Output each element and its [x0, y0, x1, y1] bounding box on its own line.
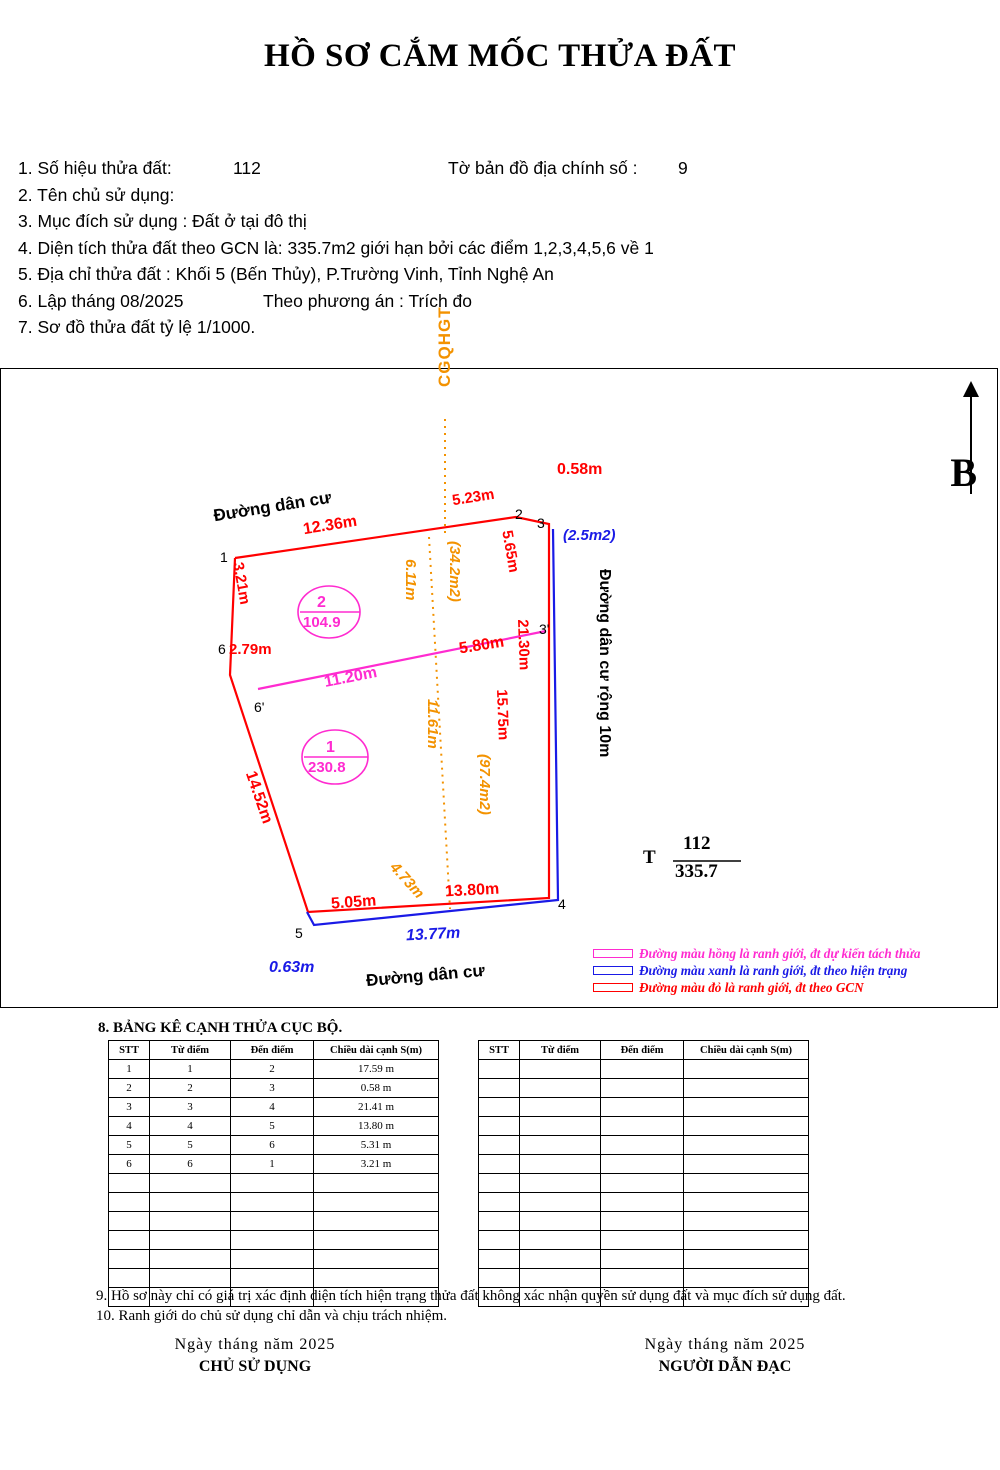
road-label-top: Đường dân cư: [212, 487, 333, 526]
table-cell-empty: [601, 1174, 684, 1193]
table-cell-empty: [684, 1231, 809, 1250]
col-from: Từ điểm: [150, 1041, 231, 1060]
area-gcn-label: 4. Diện tích thửa đất theo GCN là: 335.7m2 giới hạn bởi các điểm 1,2,3,4,5,6 về 1: [18, 237, 654, 258]
table-cell-empty: [479, 1231, 520, 1250]
dim-red-0-58: 0.58m: [557, 461, 603, 478]
table-row-empty: [109, 1250, 439, 1269]
dim-orange-11-61: 11.61m: [424, 699, 441, 749]
dim-blue-13-77: 13.77m: [405, 924, 461, 945]
table-cell-empty: [520, 1269, 601, 1288]
col-from: Từ điểm: [520, 1041, 601, 1060]
signature-surveyor: [560, 1336, 890, 1376]
table-cell-empty: [150, 1250, 231, 1269]
table-cell: 5.31 m: [314, 1136, 439, 1155]
table-cell: 17.59 m: [314, 1060, 439, 1079]
table-row: [109, 1136, 439, 1155]
legend-label-blue: Đường màu xanh là ranh giới, đt theo hiện trạng: [639, 963, 908, 978]
table-cell: 0.58 m: [314, 1079, 439, 1098]
parcel-tag-prefix: T: [643, 847, 656, 868]
table-cell: 3: [109, 1098, 150, 1117]
info-row-7: [18, 314, 978, 341]
table-cell-empty: [109, 1269, 150, 1288]
dim-red-15-75: 15.75m: [493, 689, 512, 741]
dim-red-2-79: 2.79m: [229, 641, 272, 658]
lot-1-area: 230.8: [308, 759, 346, 776]
table-cell: 2: [150, 1079, 231, 1098]
table-cell-empty: [520, 1079, 601, 1098]
address-label: 5. Địa chỉ thửa đất : Khối 5 (Bến Thủy), P.Trường Vinh, Tỉnh Nghệ An: [18, 264, 554, 284]
table-row: [109, 1098, 439, 1117]
table-row: [109, 1060, 439, 1079]
table-cell: 5: [109, 1136, 150, 1155]
info-row-6: [18, 288, 978, 315]
table-row-empty: [479, 1212, 809, 1231]
table-cell-empty: [150, 1193, 231, 1212]
table-cell-empty: [601, 1155, 684, 1174]
table-cell-empty: [601, 1060, 684, 1079]
table-cell: 6: [109, 1155, 150, 1174]
table-cell-empty: [684, 1250, 809, 1269]
table-cell: 2: [109, 1079, 150, 1098]
table-cell: 4: [231, 1098, 314, 1117]
table-row-empty: [479, 1117, 809, 1136]
table-row-empty: [479, 1231, 809, 1250]
table-cell-empty: [520, 1174, 601, 1193]
dim-orange-6-11: 6.11m: [402, 559, 419, 601]
col-length: Chiều dài cạnh S(m): [684, 1041, 809, 1060]
land-purpose-label: 3. Mục đích sử dụng : Đất ở tại đô thị: [18, 211, 307, 231]
table-cell: 4: [150, 1117, 231, 1136]
table-cell-empty: [479, 1079, 520, 1098]
table-cell-empty: [479, 1155, 520, 1174]
table-cell-empty: [314, 1193, 439, 1212]
dim-red-13-80: 13.80m: [444, 880, 500, 901]
table-cell-empty: [150, 1231, 231, 1250]
col-stt: STT: [479, 1041, 520, 1060]
dim-red-5-80: 5.80m: [457, 633, 506, 658]
dim-red-3-21: 3.21m: [229, 561, 254, 606]
table-cell-empty: [109, 1231, 150, 1250]
table-cell-empty: [684, 1079, 809, 1098]
lot-1-id: 1: [326, 739, 335, 756]
parcel-number-value: 112: [233, 158, 261, 178]
table-cell-empty: [231, 1269, 314, 1288]
dim-red-12-36: 12.36m: [301, 512, 359, 539]
table-cell: 6: [231, 1136, 314, 1155]
legend-label-pink: Đường màu hồng là ranh giới, đt dự kiến tách thửa: [639, 946, 921, 961]
table-row: [109, 1079, 439, 1098]
table-cell-empty: [314, 1212, 439, 1231]
table-cell-empty: [479, 1212, 520, 1231]
table-row-empty: [479, 1193, 809, 1212]
table-cell-empty: [479, 1269, 520, 1288]
area-blue-2-5: (2.5m2): [563, 527, 616, 544]
road-label-bottom: Đường dân cư: [365, 960, 486, 991]
table-row-empty: [479, 1174, 809, 1193]
signature-owner-role: CHỦ SỬ DỤNG: [198, 1358, 312, 1375]
table-header-row: [479, 1041, 809, 1060]
table-cell-empty: [684, 1212, 809, 1231]
signature-owner-date: Ngày tháng năm 2025: [174, 1336, 336, 1353]
point-5: 5: [295, 925, 303, 941]
dim-red-14-52: 14.52m: [241, 769, 276, 826]
owner-name-label: 2. Tên chủ sử dụng:: [18, 184, 175, 205]
table-cell: 3.21 m: [314, 1155, 439, 1174]
table-cell-empty: [601, 1193, 684, 1212]
table-row-empty: [109, 1193, 439, 1212]
dim-orange-4-73: 4.73m: [386, 859, 428, 902]
table-cell-empty: [479, 1117, 520, 1136]
table-cell: 5: [150, 1136, 231, 1155]
table-cell-empty: [520, 1136, 601, 1155]
edge-table-left-body: [109, 1060, 439, 1307]
table-cell-empty: [479, 1136, 520, 1155]
dim-red-5-05: 5.05m: [330, 892, 377, 913]
table-cell-empty: [231, 1250, 314, 1269]
table-cell-empty: [601, 1231, 684, 1250]
table-cell-empty: [684, 1117, 809, 1136]
point-6-prime: 6': [254, 699, 265, 715]
table-cell-empty: [314, 1269, 439, 1288]
table-row-empty: [479, 1060, 809, 1079]
point-1: 1: [220, 549, 228, 565]
table-cell-empty: [684, 1155, 809, 1174]
table-cell-empty: [231, 1174, 314, 1193]
table-cell-empty: [231, 1212, 314, 1231]
table-cell-empty: [684, 1269, 809, 1288]
dim-pink-11-20: 11.20m: [322, 664, 379, 691]
note-10: 10. Ranh giới do chủ sử dụng chỉ dẫn và chịu trách nhiệm.: [96, 1308, 447, 1324]
table-cell: 1: [231, 1155, 314, 1174]
info-row-4: [18, 235, 978, 262]
dim-red-5-65: 5.65m: [498, 529, 523, 574]
table-cell-empty: [601, 1136, 684, 1155]
table-cell: 1: [150, 1060, 231, 1079]
table-cell-empty: [684, 1098, 809, 1117]
method-label: Theo phương án : Trích đo: [263, 290, 473, 311]
table-row-empty: [109, 1212, 439, 1231]
table-cell-empty: [314, 1231, 439, 1250]
info-row-2: [18, 182, 978, 209]
col-stt: STT: [109, 1041, 150, 1060]
point-3: 3: [537, 515, 545, 531]
col-to: Đến điểm: [601, 1041, 684, 1060]
page-title: HỒ SƠ CẮM MỐC THỬA ĐẤT: [263, 38, 737, 74]
scale-label: 7. Sơ đồ thửa đất tỷ lệ 1/1000.: [18, 317, 256, 337]
table-cell-empty: [601, 1098, 684, 1117]
info-row-1: [18, 155, 978, 182]
table-cell-empty: [479, 1174, 520, 1193]
table-cell: 4: [109, 1117, 150, 1136]
table-row-empty: [479, 1269, 809, 1288]
signature-owner: [100, 1336, 410, 1376]
table-cell-empty: [520, 1155, 601, 1174]
table-cell-empty: [314, 1250, 439, 1269]
table-header-row: [109, 1041, 439, 1060]
table-cell-empty: [520, 1117, 601, 1136]
table-cell-empty: [520, 1212, 601, 1231]
table-cell: 2: [231, 1060, 314, 1079]
table-cell-empty: [601, 1212, 684, 1231]
road-label-right: Đường dân cư rộng 10m: [596, 569, 613, 758]
table-cell-empty: [520, 1250, 601, 1269]
dim-blue-0-63: 0.63m: [269, 959, 315, 976]
area-orange-34-2: (34.2m2): [446, 541, 463, 602]
legend-swatch-blue-icon: [593, 966, 633, 975]
table-row: [109, 1117, 439, 1136]
notes-block: [96, 1286, 956, 1326]
table-cell-empty: [109, 1174, 150, 1193]
table-cell-empty: [520, 1060, 601, 1079]
edge-table-right-body: [479, 1060, 809, 1307]
table-row-empty: [479, 1098, 809, 1117]
parcel-tag-number: 112: [683, 833, 711, 854]
table-cell-empty: [479, 1098, 520, 1117]
parcel-info-block: [18, 155, 978, 341]
dim-red-21-30: 21.30m: [514, 619, 533, 671]
signature-surveyor-role: NGƯỜI DẪN ĐẠC: [658, 1358, 792, 1375]
table-cell-empty: [479, 1060, 520, 1079]
lot-2-id: 2: [317, 594, 326, 611]
edge-table-left-wrap: [108, 1040, 439, 1307]
table-row-empty: [479, 1250, 809, 1269]
legend-swatch-pink-icon: [593, 949, 633, 958]
table-cell-empty: [109, 1212, 150, 1231]
parcel-number-label: 1. Số hiệu thửa đất:: [18, 158, 172, 178]
legend-item-pink: [593, 945, 983, 962]
col-to: Đến điểm: [231, 1041, 314, 1060]
table-cell: 5: [231, 1117, 314, 1136]
table-cell-empty: [150, 1269, 231, 1288]
map-sheet-label: Tờ bản đồ địa chính số :: [448, 158, 638, 178]
table-row-empty: [479, 1079, 809, 1098]
corridor-label: CGQHGT: [435, 306, 454, 387]
info-row-3: [18, 208, 978, 235]
table-cell-empty: [231, 1231, 314, 1250]
legend-label-red: Đường màu đỏ là ranh giới, đt theo GCN: [639, 980, 864, 995]
point-6: 6: [218, 641, 226, 657]
edge-table-left: [108, 1040, 439, 1307]
table-cell: 21.41 m: [314, 1098, 439, 1117]
table-row-empty: [109, 1231, 439, 1250]
lot-2-area: 104.9: [303, 614, 341, 631]
legend-swatch-red-icon: [593, 983, 633, 992]
table-row-empty: [479, 1136, 809, 1155]
table-cell-empty: [314, 1174, 439, 1193]
map-sheet-value: 9: [678, 158, 688, 178]
signature-block: [0, 1336, 1000, 1416]
legend-item-red: [593, 979, 983, 996]
table-cell-empty: [479, 1250, 520, 1269]
area-orange-97-4: (97.4m2): [476, 754, 493, 815]
table-cell-empty: [601, 1117, 684, 1136]
table-row-empty: [479, 1155, 809, 1174]
table-cell-empty: [520, 1193, 601, 1212]
table-section-title: 8. BẢNG KÊ CẠNH THỬA CỤC BỘ.: [98, 1020, 343, 1036]
table-cell-empty: [684, 1060, 809, 1079]
parcel-tag-area: 335.7: [675, 861, 718, 882]
table-row: [109, 1155, 439, 1174]
table-cell-empty: [109, 1193, 150, 1212]
note-9: 9. Hồ sơ này chỉ có giá trị xác định diện tích hiện trạng thửa đất không xác nhận quyền sử dụng đất và mục đích sử dụng đất.: [96, 1288, 846, 1304]
table-cell-empty: [601, 1079, 684, 1098]
table-cell-empty: [109, 1250, 150, 1269]
dim-red-5-23: 5.23m: [450, 485, 496, 510]
table-cell-empty: [601, 1250, 684, 1269]
info-row-5: [18, 261, 978, 288]
table-cell: 3: [231, 1079, 314, 1098]
table-cell-empty: [479, 1193, 520, 1212]
north-letter: B: [950, 450, 977, 495]
point-4: 4: [558, 896, 566, 912]
point-3-prime: 3': [539, 621, 550, 637]
created-date-label: 6. Lập tháng 08/2025: [18, 290, 184, 311]
col-length: Chiều dài cạnh S(m): [314, 1041, 439, 1060]
legend: [593, 945, 983, 996]
table-cell-empty: [231, 1193, 314, 1212]
table-row-empty: [109, 1269, 439, 1288]
point-2: 2: [515, 506, 523, 522]
table-cell: 3: [150, 1098, 231, 1117]
table-cell-empty: [601, 1269, 684, 1288]
table-cell-empty: [684, 1193, 809, 1212]
table-row-empty: [109, 1174, 439, 1193]
edge-table-right: [478, 1040, 809, 1307]
signature-surveyor-date: Ngày tháng năm 2025: [644, 1336, 806, 1353]
table-cell: 6: [150, 1155, 231, 1174]
legend-item-blue: [593, 962, 983, 979]
table-cell-empty: [520, 1231, 601, 1250]
table-cell-empty: [150, 1174, 231, 1193]
table-cell: 13.80 m: [314, 1117, 439, 1136]
table-cell-empty: [684, 1136, 809, 1155]
table-cell-empty: [150, 1212, 231, 1231]
table-cell-empty: [684, 1174, 809, 1193]
table-cell: 1: [109, 1060, 150, 1079]
edge-table-right-wrap: [478, 1040, 809, 1307]
table-cell-empty: [520, 1098, 601, 1117]
